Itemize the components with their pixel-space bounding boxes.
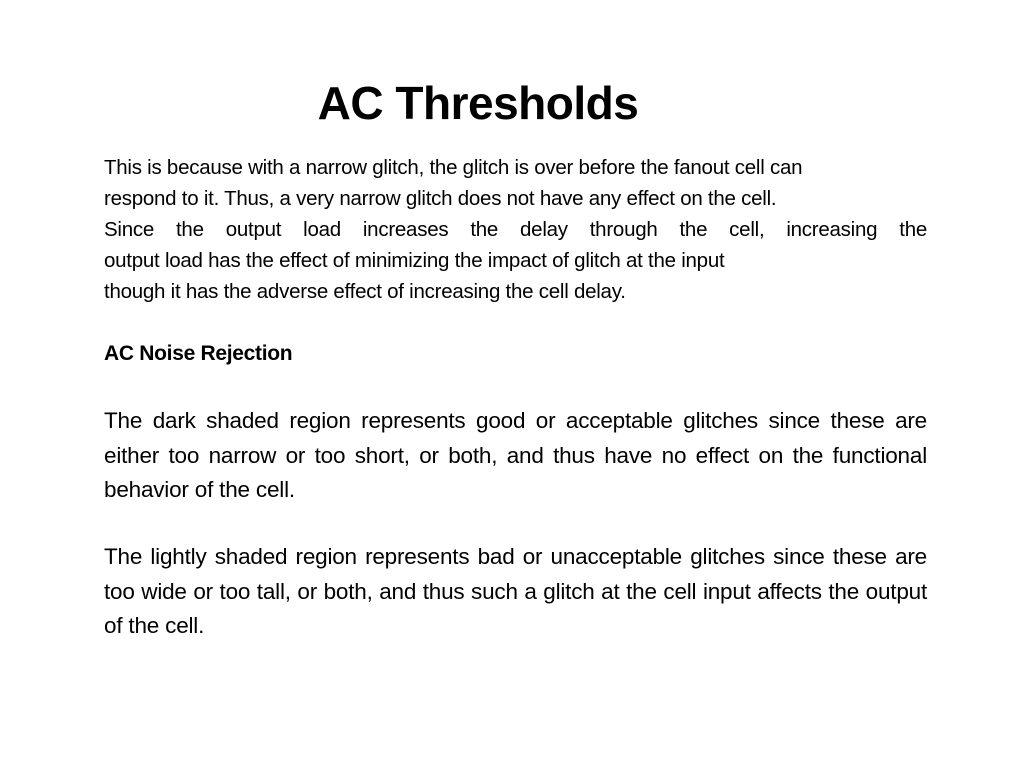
body-paragraph-dark-region: The dark shaded region represents good or acceptable glitches since these are either too narrow or too short, or both, and thus have no effect on the functional behavior of the cell. — [104, 408, 927, 502]
slide-title: AC Thresholds — [317, 77, 639, 129]
intro-line: though it has the adverse effect of increasing the cell delay. — [104, 280, 626, 303]
intro-line: respond to it. Thus, a very narrow glitch does not have any effect on the cell. — [104, 187, 777, 210]
intro-line: output load has the effect of minimizing the impact of glitch at the input — [104, 249, 725, 272]
body-paragraph-light-region: The lightly shaded region represents bad or unacceptable glitches since these are too wide or too tall, or both, and thus such a glitch at the cell input affects the output of the cell. — [104, 544, 927, 638]
intro-line: Since the output load increases the delay through the cell, increasing the — [104, 218, 927, 241]
intro-paragraph — [104, 152, 927, 307]
section-heading: AC Noise Rejection — [104, 342, 293, 365]
intro-line: This is because with a narrow glitch, the glitch is over before the fanout cell can — [104, 156, 803, 179]
